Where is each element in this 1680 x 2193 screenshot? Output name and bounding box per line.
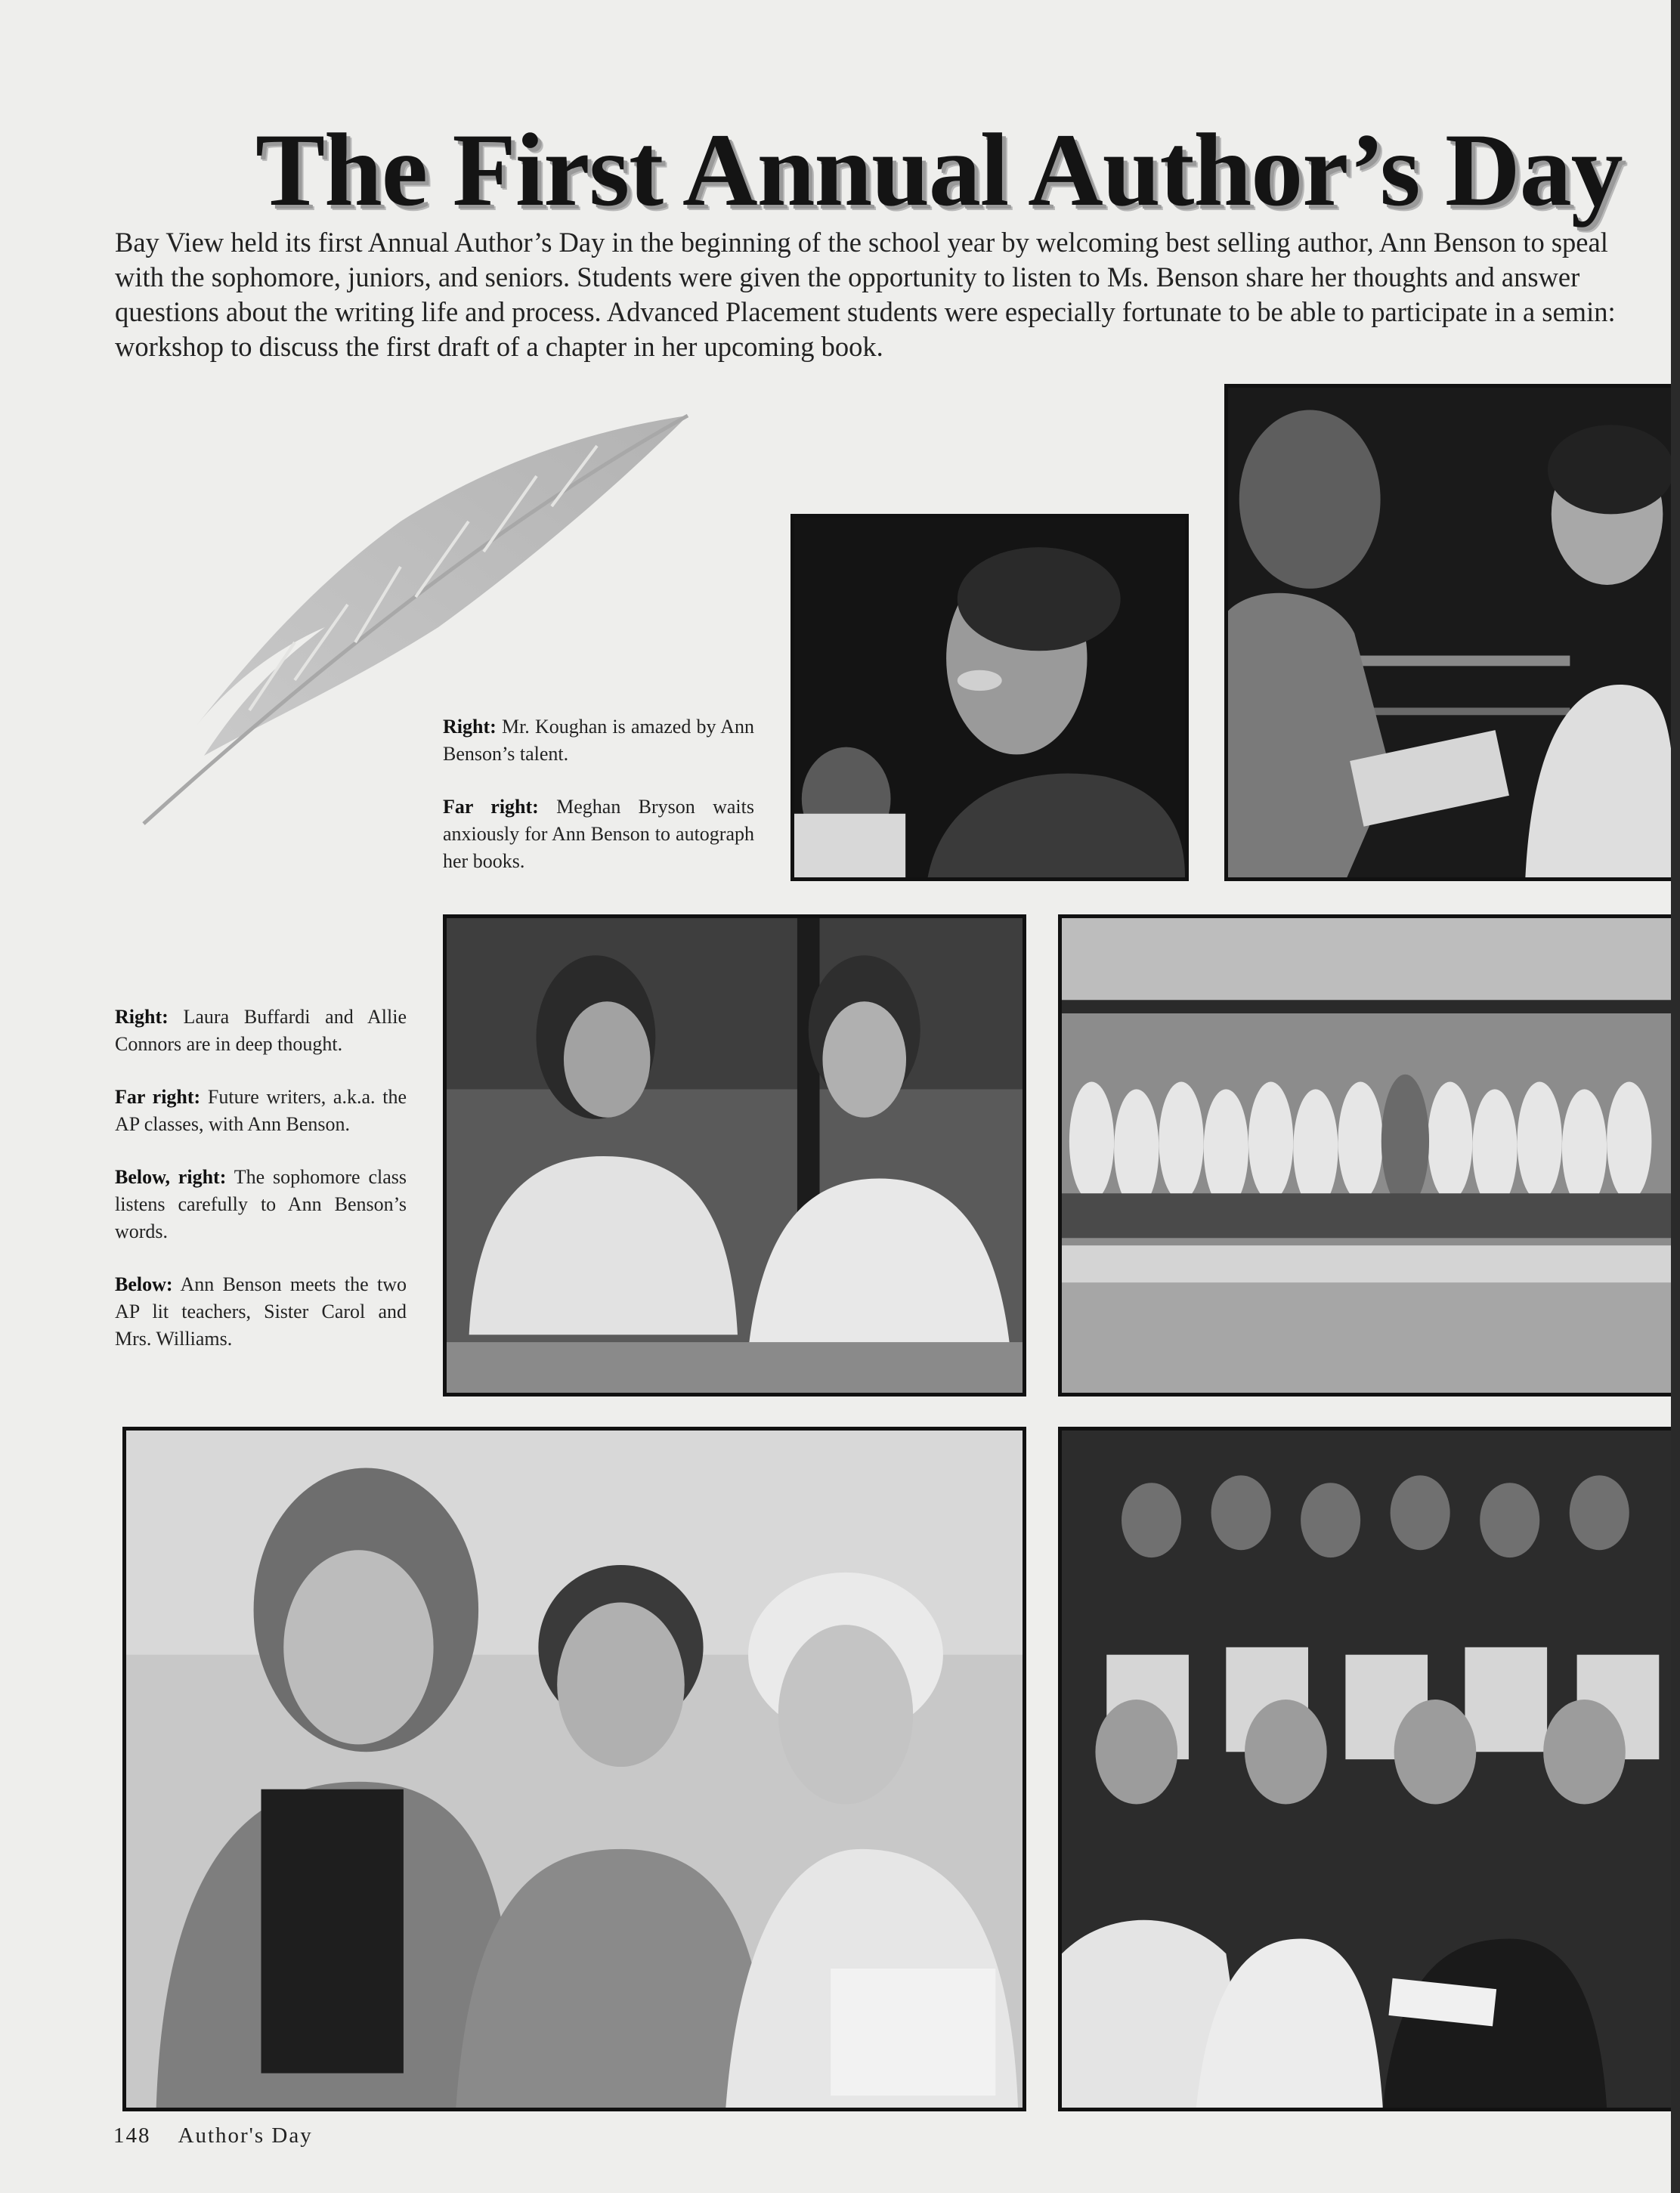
photo-meghan-bryson-autograph (1224, 384, 1680, 881)
photo-ap-classes-group (1058, 914, 1680, 1397)
page-title: The First Annual Author’s Day (255, 112, 1623, 227)
caption-koughan: Right: Mr. Koughan is amazed by Ann Benson’s talent. (443, 716, 754, 765)
caption-block-top (443, 713, 754, 901)
caption-sophomore-class: Below, right: The sophomore class listens carefully to Ann Benson’s words. (115, 1166, 407, 1242)
caption-block-left (115, 1004, 407, 1378)
intro-line: questions about the writing life and process. Advanced Placement students were especially fortunate to be able to participate in a semin: (115, 296, 1616, 327)
caption-bryson: Far right: Meghan Bryson waits anxiously for Ann Benson to autograph her books. (443, 796, 754, 872)
caption-buffardi-connors: Right: Laura Buffardi and Allie Connors are in deep thought. (115, 1006, 407, 1055)
section-name: Author's Day (178, 2123, 313, 2148)
caption-ap-teachers: Below: Ann Benson meets the two AP lit teachers, Sister Carol and Mrs. Williams. (115, 1273, 407, 1350)
photo-laura-buffardi-allie-connors (443, 914, 1026, 1397)
photo-ann-benson-teachers (122, 1427, 1026, 2111)
intro-paragraph (115, 225, 1680, 364)
page-folio (113, 2123, 313, 2148)
photo-mr-koughan (790, 514, 1189, 881)
intro-line: workshop to discuss the first draft of a chapter in her upcoming book. (115, 331, 883, 362)
page-number: 148 (113, 2123, 151, 2148)
intro-line: with the sophomore, juniors, and seniors. Students were given the opportunity to listen to Ms. Benson share her thoughts and answer (115, 261, 1580, 292)
caption-ap-classes: Far right: Future writers, a.k.a. the AP classes, with Ann Benson. (115, 1086, 407, 1135)
page-edge-shadow (1671, 0, 1680, 2193)
photo-sophomore-class-listening (1058, 1427, 1680, 2111)
intro-line: Bay View held its first Annual Author’s Day in the beginning of the school year by welcoming best selling author, Ann Benson to speal (115, 227, 1608, 258)
